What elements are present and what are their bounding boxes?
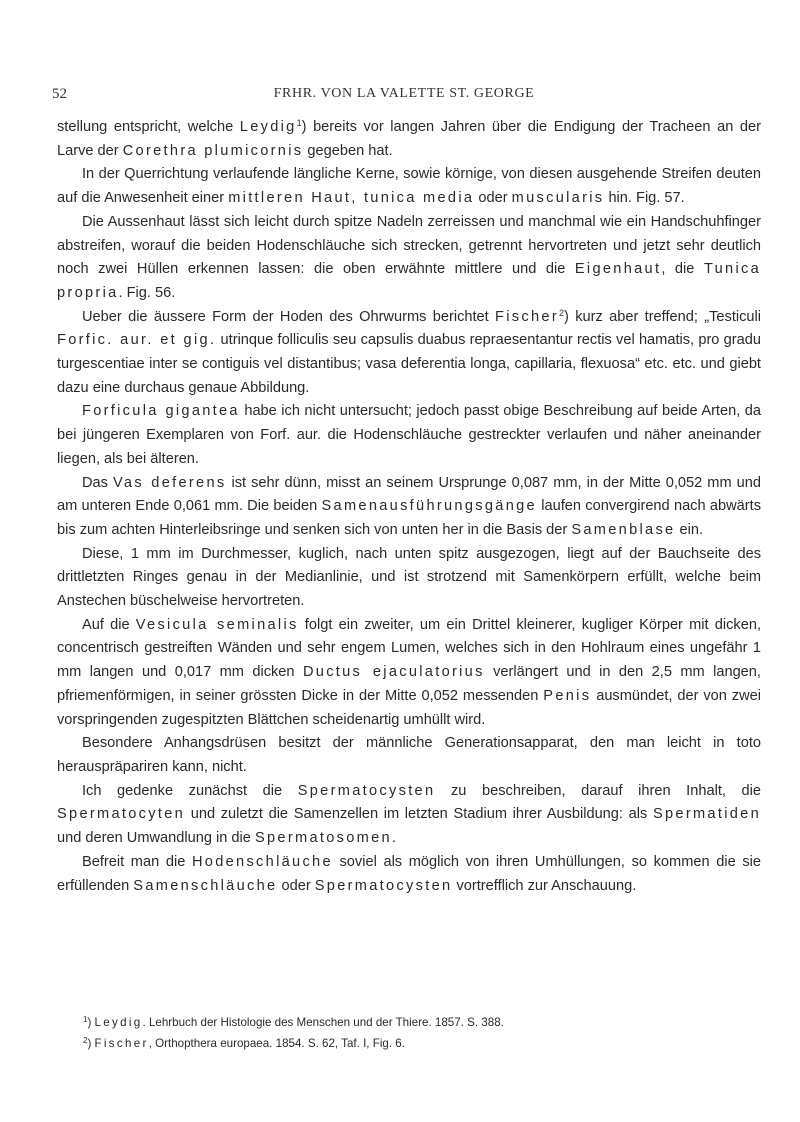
text-run: Ueber die äussere Form der Hoden des Ohrwurms berichtet (82, 308, 496, 325)
paragraph (57, 400, 761, 471)
paragraph (57, 780, 761, 851)
paragraph (57, 163, 761, 210)
text-run: stellung entspricht, welche (57, 119, 240, 135)
paragraph (57, 851, 761, 898)
text-run: ist sehr dünn, misst an seinem Ursprunge 0,087 mm, in der Mitte 0,052 mm und am unteren Ende 0,061 mm. Die beiden (57, 474, 761, 515)
spaced-emphasis: Spermatocysten (297, 782, 436, 799)
footnote (57, 1011, 761, 1032)
text-run: Das (82, 474, 113, 491)
text-run: In der Querrichtung verlaufende längliche Kerne, sowie körnige, von diesen ausgehende Streifen deuten auf die Anwesenheit einer (57, 166, 761, 207)
text-run: ) bereits vor langen Jahren über die Endigung der Tracheen an der Larve der (57, 119, 762, 159)
paragraph (57, 472, 761, 543)
text-run: hin. Fig. 57. (604, 190, 685, 207)
text-run: Ich gedenke zunächst die (82, 782, 298, 799)
paragraph (57, 614, 761, 733)
paragraph (57, 116, 761, 163)
spaced-emphasis: Eigenhaut (574, 261, 662, 278)
spaced-emphasis: mittleren Haut, tunica media (228, 190, 475, 207)
spaced-emphasis: Ductus ejaculatorius (302, 664, 485, 681)
spaced-emphasis: Spermatosomen (254, 830, 392, 847)
paragraph (57, 211, 761, 306)
text-run: soviel als möglich von ihren Umhüllungen, so kommen die sie erfüllenden (57, 853, 761, 894)
text-run: Befreit man die (82, 853, 192, 870)
body-text (57, 116, 761, 898)
text-run: Besondere Anhangsdrüsen besitzt der männliche Generationsapparat, den man leicht in toto herauspräpariren kann, nicht. (57, 735, 761, 775)
footnote (57, 1032, 761, 1053)
text-run: . Fig. 56. (118, 284, 176, 301)
text-run: ein. (675, 521, 704, 538)
text-run: zu beschreiben, darauf ihren Inhalt, die (435, 782, 761, 799)
text-run: und zuletzt die Samenzellen im letzten Stadium ihrer Ausbildung: als (185, 806, 653, 823)
text-run: Auf die (82, 616, 136, 633)
text-run: folgt ein zweiter, um ein Drittel kleinerer, kugliger Körper mit dicken, concentrisch gestreiften Wänden und sehr engem Lumen, welches sich in den Hohlraum eines ungefähr 1 mm langen und 0,017 mm dicken (57, 616, 762, 681)
spaced-emphasis: Leydig (239, 119, 297, 135)
spaced-emphasis: muscularis (511, 190, 605, 207)
footnotes (57, 1011, 761, 1053)
paragraph (57, 306, 761, 401)
spaced-emphasis: Spermatiden (652, 806, 761, 823)
spaced-emphasis: Corethra plumicornis (122, 142, 304, 159)
footnote-ref: 1 (296, 118, 302, 128)
text-run: Diese, 1 mm im Durchmesser, kuglich, nach unten spitz ausgezogen, liegt auf der Bauchseite des drittletzten Ringes genau in der Medianlinie, und ist strotzend mit Samenkörpern erfüllt, welche beim Anstechen büschelweise hervortreten. (57, 545, 761, 610)
text-run: ausmündet, der von zwei vorspringenden zugespitzten Blättchen scheidenartig umhüllt wird. (57, 687, 761, 728)
spaced-emphasis: Spermatocysten (314, 877, 453, 894)
text-run: Die Aussenhaut lässt sich leicht durch spitze Nadeln zerreissen und manchmal wie ein Handschuhfinger abstreifen, worauf die beiden Hodenschläuche sich strecken, getrennt hervortreten und jetzt sehr deutlich noch zwei Hüllen erkennen lassen: die oben erwähnte mittlere und die (57, 213, 761, 278)
spaced-emphasis: Samenausführungsgänge (321, 498, 537, 515)
text-run: . (391, 830, 397, 847)
text-run: ) (87, 1016, 95, 1029)
spaced-emphasis: Leydig (94, 1016, 143, 1029)
text-run: oder (277, 877, 315, 894)
spaced-emphasis: Forficula gigantea (82, 403, 240, 420)
spaced-emphasis: Samenblase (571, 521, 676, 538)
spaced-emphasis: Vesicula seminalis (135, 616, 299, 633)
text-run: vortrefflich zur Anschauung. (452, 877, 637, 894)
text-run: , Orthopthera europaea. 1854. S. 62, Taf. I, Fig. 6. (148, 1037, 405, 1050)
text-run: oder (474, 190, 512, 207)
paragraph (57, 732, 761, 779)
page-header (52, 86, 756, 108)
text-run: ) kurz aber treffend; „Testiculi (564, 308, 762, 325)
text-run: und deren Umwandlung in die (57, 830, 255, 847)
spaced-emphasis: Forfic. aur. et gig. (57, 332, 217, 349)
text-run: verlängert und in den 2,5 mm langen, pfriemenförmigen, in seiner grössten Dicke in der Mitte 0,052 messenden (57, 664, 761, 704)
text-run: laufen convergirend nach abwärts bis zum achten Hinterleibsringe und senken sich von unten her in die Basis der (57, 498, 761, 538)
spaced-emphasis: Vas deferens (112, 474, 227, 491)
text-run: utrinque folliculis seu capsulis duabus repraesentantur rectis vel hamatis, pro gradu turgescentiae inter se contiguis vel distantibus; vasa deferentia longa, capillaria, flexuosa“ etc. etc. und giebt dazu eine durchaus genaue Abbildung. (57, 332, 761, 396)
spaced-emphasis: Samenschläuche (133, 877, 278, 894)
spaced-emphasis: Fischer (94, 1037, 149, 1050)
spaced-emphasis: Spermatocyten (57, 806, 186, 823)
footnote-ref: 2 (559, 307, 565, 318)
running-head: FRHR. VON LA VALETTE ST. GEORGE (273, 86, 535, 101)
page-number: 52 (52, 86, 67, 102)
footnote-mark: 1 (83, 1015, 88, 1024)
spaced-emphasis: Hodenschläuche (191, 853, 333, 870)
spaced-emphasis: Tunica propria (57, 261, 761, 301)
spaced-emphasis: Penis (543, 687, 592, 704)
text-run: , die (661, 261, 704, 278)
text-run: ) (87, 1037, 95, 1050)
paragraph (57, 543, 761, 614)
footnote-mark: 2 (83, 1036, 88, 1045)
text-run: habe ich nicht untersucht; jedoch passt obige Beschreibung auf beide Arten, da bei jüngeren Exemplaren von Forf. aur. die Hodenschläuche gestreckter verlaufen und näher aneinander liegen, als bei älteren. (57, 403, 761, 467)
text-run: gegeben hat. (303, 142, 393, 159)
spaced-emphasis: Fischer (495, 308, 559, 325)
text-run: . Lehrbuch der Histologie des Menschen und der Thiere. 1857. S. 388. (142, 1016, 504, 1029)
